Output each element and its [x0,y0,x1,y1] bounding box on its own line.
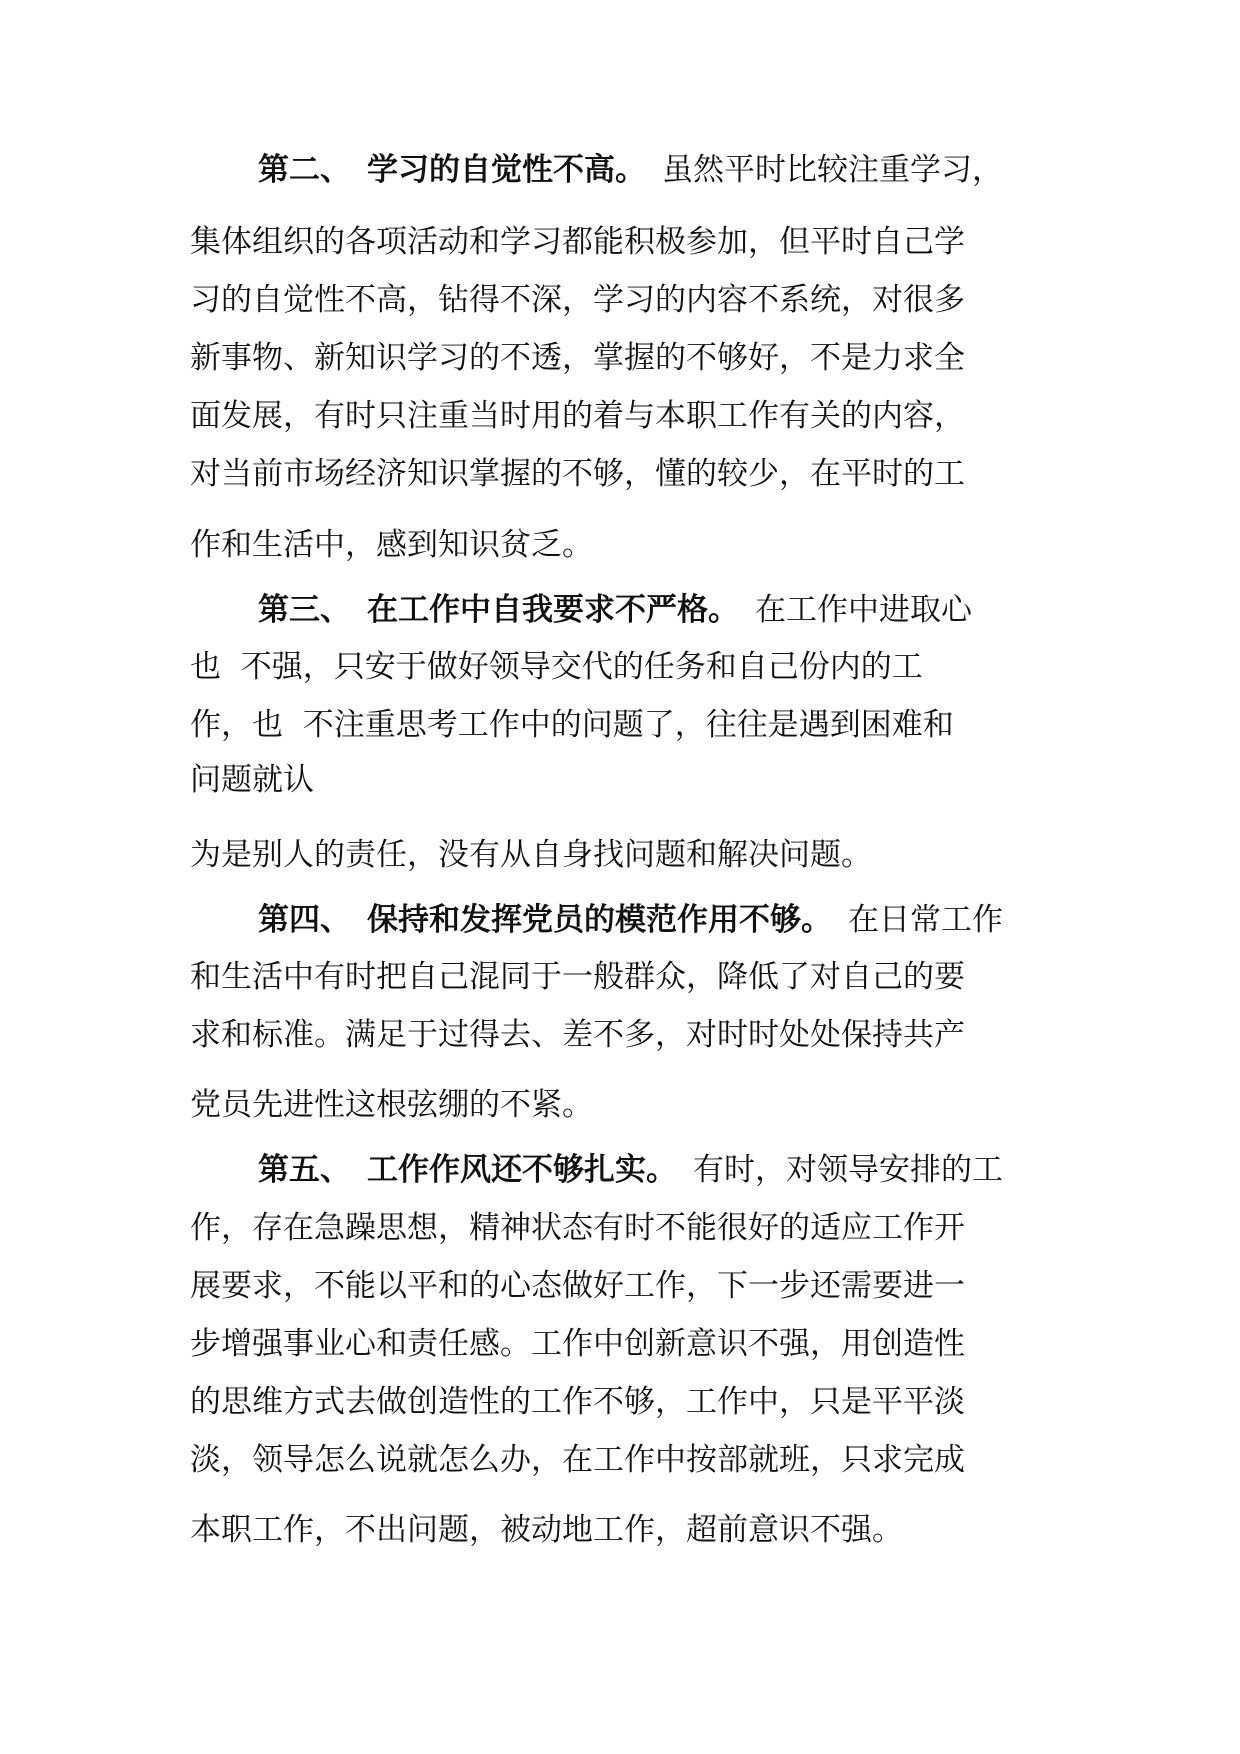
section-3-line-1: 在工作中进取心 [755,592,972,628]
section-2-line-2: 集体组织的各项活动和学习都能积极参加，但平时自己学 [190,224,965,260]
section-2-line-3: 习的自觉性不高，钻得不深，学习的内容不系统，对很多 [190,282,965,318]
section-4-line-2: 和生活中有时把自己混同于一般群众，降低了对自己的要 [190,959,965,995]
section-4-first-line [258,900,1003,940]
section-3-line-5: 为是别人的责任，没有从自身找问题和解决问题。 [190,837,872,873]
section-4-heading-number: 第四、 [258,902,351,938]
section-5-line-6: 淡，领导怎么说就怎么办，在工作中按部就班，只求完成 [190,1442,965,1478]
section-5-line-5: 的思维方式去做创造性的工作不够，工作中，只是平平淡 [190,1384,965,1420]
section-2-heading-title: 学习的自觉性不高。 [367,152,646,188]
section-3-line-4: 问题就认 [190,762,314,798]
section-3-heading-number: 第三、 [258,592,351,628]
section-4-line-4: 党员先进性这根弦绷的不紧。 [190,1087,593,1123]
section-3-line-2: 也 不强，只安于做好领导交代的任务和自己份内的工 [190,649,923,685]
section-5-line-2: 作，存在急躁思想，精神状态有时不能很好的适应工作开 [190,1210,965,1246]
section-4-line-3: 求和标准。满足于过得去、差不多，对时时处处保持共产 [190,1017,965,1053]
section-2-line-7: 作和生活中，感到知识贫乏。 [190,527,593,563]
section-2-line-5: 面发展，有时只注重当时用的着与本职工作有关的内容， [190,398,965,434]
section-5-heading-title: 工作作风还不够扎实。 [367,1152,677,1188]
section-2-line-4: 新事物、新知识学习的不透，掌握的不够好，不是力求全 [190,340,965,376]
section-3-heading-title: 在工作中自我要求不严格。 [367,592,739,628]
section-2-line-1: 虽然平时比较注重学习， [662,152,1003,188]
section-5-first-line [258,1150,1003,1190]
section-2-heading-number: 第二、 [258,152,351,188]
section-2-line-6: 对当前市场经济知识掌握的不够，懂的较少，在平时的工 [190,456,965,492]
section-5-line-3: 展要求，不能以平和的心态做好工作，下一步还需要进一 [190,1268,965,1304]
section-4-heading-title: 保持和发挥党员的模范作用不够。 [367,902,832,938]
section-3-first-line [258,590,972,630]
section-5-line-1: 有时，对领导安排的工 [693,1152,1003,1188]
section-4-line-1: 在日常工作 [848,902,1003,938]
section-5-heading-number: 第五、 [258,1152,351,1188]
section-5-line-4: 步增强事业心和责任感。工作中创新意识不强，用创造性 [190,1326,965,1362]
section-3-line-3: 作，也 不注重思考工作中的问题了，往往是遇到困难和 [190,707,954,743]
section-2-first-line [258,150,1003,190]
section-5-line-7: 本职工作，不出问题，被动地工作，超前意识不强。 [190,1512,903,1548]
